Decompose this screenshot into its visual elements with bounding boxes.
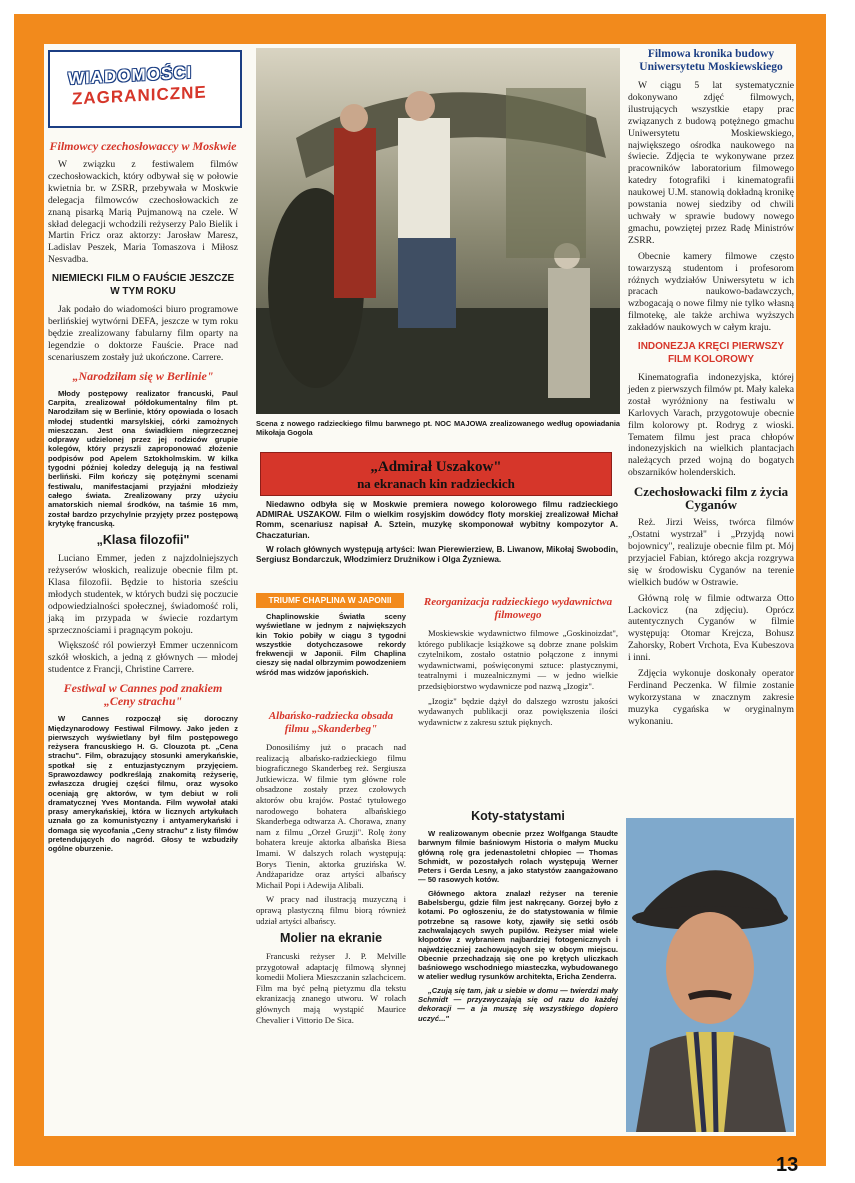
article-title: „Narodziłam się w Berlinie" xyxy=(72,368,214,383)
section-logo xyxy=(48,50,242,128)
article-paragraph: W rolach głównych występują artyści: Iwan Pierewierziew, B. Liwanow, Mikołaj Swobodin, Sergiusz Bondarczuk, Włodzimierz Drużnikow i Olga Żyzniewa. xyxy=(256,544,618,565)
chaplin-title: TRIUMF CHAPLINA W JAPONII xyxy=(268,595,392,605)
skanderbeg-article xyxy=(256,704,406,1029)
headline-banner xyxy=(260,452,612,496)
article-paragraph: W Cannes rozpoczął się doroczny Międzynarodowy Festiwal Filmowy. Jako jeden z pierwszych wyświetlany był film postępowego reżysera francuskiego H. G. Clouzota pt. „Cena strachu". Film, obrazujący stosunki amerykańskie, spotkał się z entuzjastycznym przyjęciem. Sprawozdawcy podkreślają znakomitą reżyserię, zwłaszcza drugiej części filmu, oraz wysoko oceniają grę aktorów, w tym debiut w roli dramatycznej Yves Montanda. Film wywołał ataki prasy amerykańskiej, która w licznych artykułach uznała go za komunistyczny i antyamerykański i domaga się wycofania „Ceny strachu" z listy filmów pretendujących do nagród. Głosy te wzbudziły ogólne oburzenie. xyxy=(48,714,238,854)
article-paragraph: W pracy nad ilustracją muzyczną i oprawą plastyczną filmu biorą również udział artyści albańscy. xyxy=(256,894,406,926)
article-paragraph: Moskiewskie wydawnictwo filmowe „Goskinoizdat", którego publikacje książkowe są dobrze znane polskim czytelnikom, zostało ostatnio połączone z innymi wydawnictwami, poświęconymi sztuce: plastycznymi, teatralnymi i muzealnicznymi — w jedno wielkie przedsiębiorstwo wydawnicze pod nazwą „Izogiz". xyxy=(418,628,618,691)
article-paragraph: Luciano Emmer, jeden z najzdolniejszych reżyserów włoskich, realizuje obecnie film pt. Klasa filozofii. Będzie to historia sześciu młodych studentek, w których budzi się poczucie odpowiedzialności społecznej, świadomość roli, jaką im przypada w świecie rozdartym sprzecznościami i pragnącym pokoju. xyxy=(48,553,238,636)
article-paragraph: „Czują się tam, jak u siebie w domu — twierdzi mały Schmidt — przyzwyczajają się od razu do każdej dekoracji — a ja muszę się wszystkiego dopiero uczyć..." xyxy=(418,985,618,1023)
article-paragraph: Reż. Jirzi Weiss, twórca filmów „Ostatni wystrzał" i „Przyjdą nowi bojownicy", realizuje obecnie film pt. Mój przyjaciel Fabian, którego akcja rozgrywa się w środowisku Cyganów na terenie wielkich budów w Ostrawie. xyxy=(628,517,794,588)
column-left xyxy=(48,134,238,858)
article-title: Filmowa kronika budowy Uniwersytetu Moskiewskiego xyxy=(639,48,783,73)
article-paragraph: „Izogiz" będzie dążył do dalszego wzrostu jakości wydawanych publikacji oraz powiększenia ilości wydawnictw z zakresu sztuk pięknych. xyxy=(418,695,618,727)
article-paragraph: Młody postępowy realizator francuski, Paul Carpita, zrealizował półdokumentalny film pt. Narodziłam się w Berlinie, który opowiada o losach młodej studentki marsylskiej, córki zamożnych mieszczan. Jest ona świadkiem niegrzecznej odprawy udzielonej przez jej rodziców grupie kolegów, który przyszli zaproponować złożenie podpisów pod Apelem Sztokholmskim. W kilka tygodni później koledzy delegują ją na festiwal berliński. Film kończy się potężnymi scenami festiwalu, manifestacjami przyjaźni młodzieży całego świata. Zrealizowany przy użyciu amatorskich niemal środków, na taśmie 16 mm, został bardzo przychylnie przyjęty przez postępową krytykę francuską. xyxy=(48,388,238,528)
article-title: Albańsko-radziecka obsada filmu „Skanderbeg" xyxy=(268,710,394,735)
column-right xyxy=(628,48,794,732)
article-paragraph: W realizowanym obecnie przez Wolfganga Staudte barwnym filmie baśniowym Historia o małym Mucku główną rolę gra jedenastoletni chłopiec — Thomas Schmidt, w pozostałych rolach występują Werner Peters i Gerda Lesny, a jako statystów zaangażowano — 50 rasowych kotów. xyxy=(418,829,618,885)
goskinoizdat-article xyxy=(418,596,618,731)
article-paragraph: Francuski reżyser J. P. Melville przygotował adaptację filmową słynnej komedii Moliera Mieszczanin szlachcicem. Film ma być pełną pietyzmu dla tekstu ekranizacją znanego utworu. W rolach głównych mają wystąpić Maurice Chevalier i Vittorio De Sica. xyxy=(256,951,406,1025)
article-paragraph: Jak podało do wiadomości biuro programowe berlińskiej wytwórni DEFA, jeszcze w tym roku będzie zrealizowany fabularny film oparty na legendzie o doktorze Fauście. Prace nad scenariuszem zostały już ukończone. Carrere. xyxy=(48,304,238,363)
portrait-photo xyxy=(626,818,794,1132)
photo-caption: Scena z nowego radzieckiego filmu barwnego pt. NOC MAJOWA zrealizowanego według opowiadania Mikołaja Gogola xyxy=(256,419,620,437)
article-paragraph: W ciągu 5 lat systematycznie dokonywano zdjęć filmowych, ilustrujących wszystkie etapy prac związanych z budową potężnego gmachu Uniwersytetu Moskiewskiego, największego ośrodka naukowego na świecie. Zdjęcia te wykonywane przez pracowników laboratorium filmowego katedry fotografiki i kinematografii naukowej U.M. stanowią dokładną kronikę powstania nowej siedziby od chwili uchwały w sprawie budowy nowego gmachu, powziętej przez Radę Ministrów ZSRR. xyxy=(628,80,794,246)
article-paragraph: Obecnie kamery filmowe często towarzyszą studentom i profesorom różnych wydziałów Uniwersytetu w ich pracach naukowo-badawczych, wzbogacają o nowe filmy nie tylko własną filmotekę, ale także archiwa wyższych zakładów naukowych w całym kraju. xyxy=(628,250,794,334)
article-paragraph: Głównego aktora znalazł reżyser na terenie Babelsbergu, gdzie film jest nakręcany. Gorzej było z kotami. Po ogłoszeniu, że do statystowania w filmie potrzebne są rasowe koty, zjawiły się setki osób zachwalających swych pupilów. Reżyser miał wiele kłopotów z wybraniem najbardziej fotogenicznych i najwdzięczniej zachowujących się w obcym miejscu. Obecnie przechadzają się one po krętych uliczkach baśniowego wschodniego miasteczka, wybudowanego w atelier według rysunków architekta, Ericha Zenderra. xyxy=(418,888,618,982)
article-title: Czechosłowacki film z życia Cyganów xyxy=(633,484,789,513)
article-paragraph: Większość ról powierzył Emmer uczennicom szkół włoskich, a jedną z głównych — młodej studentce z Francji, Christine Carrere. xyxy=(48,640,238,676)
banner-subtitle: na ekranach kin radzieckich xyxy=(357,476,515,491)
logo-line-2: ZAGRANICZNE xyxy=(72,82,207,109)
article-title: Reorganizacja radzieckiego wydawnictwa filmowego xyxy=(423,596,613,621)
article-title: Filmowcy czechosłowaccy w Moskwie xyxy=(49,139,237,153)
uszakow-article xyxy=(256,500,618,569)
koty-article xyxy=(418,810,618,1027)
article-title: Festiwal w Cannes pod znakiem „Ceny strachu" xyxy=(63,681,223,709)
article-paragraph: Główną rolę w filmie odtwarza Otto Lackovicz (na zdjęciu). Oprócz autentycznych Cyganów w filmie występują: Otomar Krejcza, Bohusz Zahorsky, Robert Vrchota, Eva Kubeszova i inni. xyxy=(628,592,794,664)
article-paragraph: Chaplinowskie Światła sceny wyświetlane w jednym z największych kin Tokio pobiły w ciągu 3 tygodni wszystkie dotychczasowe rekordy frekwencji w Japonii. Film Chaplina cieszy się nadal olbrzymim powodzeniem wśród mas widzów japońskich. xyxy=(256,612,406,677)
article-paragraph: Kinematografia indonezyjska, której jeden z pierwszych filmów pt. Mały kaleka został wyróżniony na festiwalu w Karlovych Varach, przygotowuje obecnie film kolorowy pt. Rodryg z wioski. Tematem filmu jest praca chłopów indonezyjskich na wielkich plantacjach należących przed wojną do bogatych obszarników holenderskich. xyxy=(628,372,794,479)
logo-line-1: WIADOMOŚCI xyxy=(68,62,193,89)
article-paragraph: Zdjęcia wykonuje doskonały operator Ferdinand Peczenka. W filmie zostanie wykorzystana w znacznym zakresie muzyka cygańska w oryginalnym wykonaniu. xyxy=(628,668,794,727)
film-scene-photo xyxy=(256,48,620,414)
article-title: Molier na ekranie xyxy=(279,931,383,946)
article-title: INDONEZJA KRĘCI PIERWSZY FILM KOLOROWY xyxy=(637,341,785,366)
article-paragraph: Donosiliśmy już o pracach nad realizacją albańsko-radzieckiego filmu biograficznego Skanderbeg reż. Sergiusza Jutkiewicza. W filmie tym główne role obsadzone zostały przez czołowych aktorów obu krajów. Postać tytułowego narodowego bohatera albańskiego Skanderbega odtwarza A. Chorawa, znany nam z filmu „Orzeł Gruzji". Rolę żony bohatera kreuje aktorka albańska Biesa Imami. W dalszych rolach występują: Borys Tienin, aktorka gruzińska W. Andżaparidze oraz artyści albańscy Michail Popi i Adewija Alibali. xyxy=(256,742,406,890)
article-title: NIEMIECKI FILM O FAUŚCIE JESZCZE W TYM ROKU xyxy=(51,273,235,298)
chaplin-label xyxy=(256,593,404,608)
article-paragraph: Niedawno odbyła się w Moskwie premiera nowego kolorowego filmu radzieckiego ADMIRAŁ USZAKOW. Film o wielkim rosyjskim dowódcy floty morskiej zrealizował Michał Romm, scenariusz napisał A. Sztein, muzykę skomponował wybitny kompozytor A. Chaczaturian. xyxy=(256,500,618,540)
article-title: „Klasa filozofii" xyxy=(96,533,190,548)
magazine-page xyxy=(44,44,796,1136)
actor-portrait-photo xyxy=(626,818,794,1132)
article-paragraph: W związku z festiwalem filmów czechosłowackich, który odbywał się w połowie kwietnia br. w ZSRR, przebywała w Moskwie delegacja filmowców czechosłowackich ze znaną pisarką Marią Pujmanową na czele. W skład delegacji wchodzili reżyserzy Palo Bielik i Martin Fricz oraz aktorzy: Jarosław Maresz, Ladislav Peszek, Maria Tomaszova i Miłosz Nesvadba. xyxy=(48,159,238,266)
article-title: Koty-statystami xyxy=(471,809,565,823)
chaplin-article xyxy=(256,612,406,681)
banner-title: „Admirał Uszakow" xyxy=(370,459,502,475)
page-number: 13 xyxy=(776,1154,799,1176)
scene-photo xyxy=(256,48,620,414)
